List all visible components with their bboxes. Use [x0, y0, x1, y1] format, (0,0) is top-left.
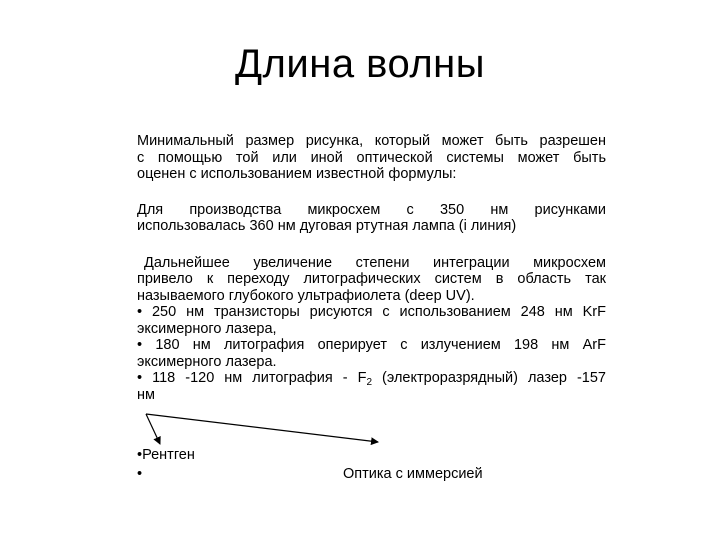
arrow-to-optics	[146, 414, 378, 442]
f2-prefix: • 118 -120 нм литография - F	[137, 370, 367, 386]
text-line: Дальнейшее увеличение степени интеграции микросхем	[144, 254, 606, 271]
paragraph-deep-uv	[137, 255, 606, 404]
text-line: с помощью той или иной оптической системы может быть	[137, 149, 606, 166]
arrow-to-rentgen	[146, 414, 160, 444]
text-line: использовалась 360 нм дуговая ртутная лампа (i линия)	[137, 218, 517, 234]
bullet-point: •	[137, 466, 143, 482]
f2-suffix: (электроразрядный) лазер -157	[372, 370, 606, 386]
bullet-f2	[137, 370, 606, 387]
paragraph-mercury-lamp	[137, 202, 606, 235]
text-line: называемого глубокого ультрафиолета (deep UV).	[137, 287, 475, 304]
bullet-krf: • 250 нм транзисторы рисуются с использованием 248 нм KrF	[137, 304, 606, 320]
paragraph-resolution	[137, 133, 606, 183]
slide-body	[137, 133, 606, 403]
f2-subscript: 2	[366, 377, 373, 388]
bullet-arf: • 180 нм литография оперирует с излучением 198 нм ArF	[137, 337, 606, 353]
text-line: эксимерного лазера,	[137, 320, 277, 337]
text-line: привело к переходу литографических систем в область так	[137, 271, 606, 287]
text-line: эксимерного лазера.	[137, 353, 277, 370]
text-line: оценен с использованием известной формулы:	[137, 166, 457, 182]
slide-title: Длина волны	[234, 42, 486, 86]
text-line: нм	[137, 386, 155, 403]
text-line: Минимальный размер рисунка, который может быть разрешен	[137, 133, 606, 149]
text-line: Для производства микросхем с 350 нм рисунками	[137, 201, 606, 218]
label-rentgen: •Рентген	[137, 447, 195, 463]
label-optics: Оптика с иммерсией	[343, 466, 483, 482]
